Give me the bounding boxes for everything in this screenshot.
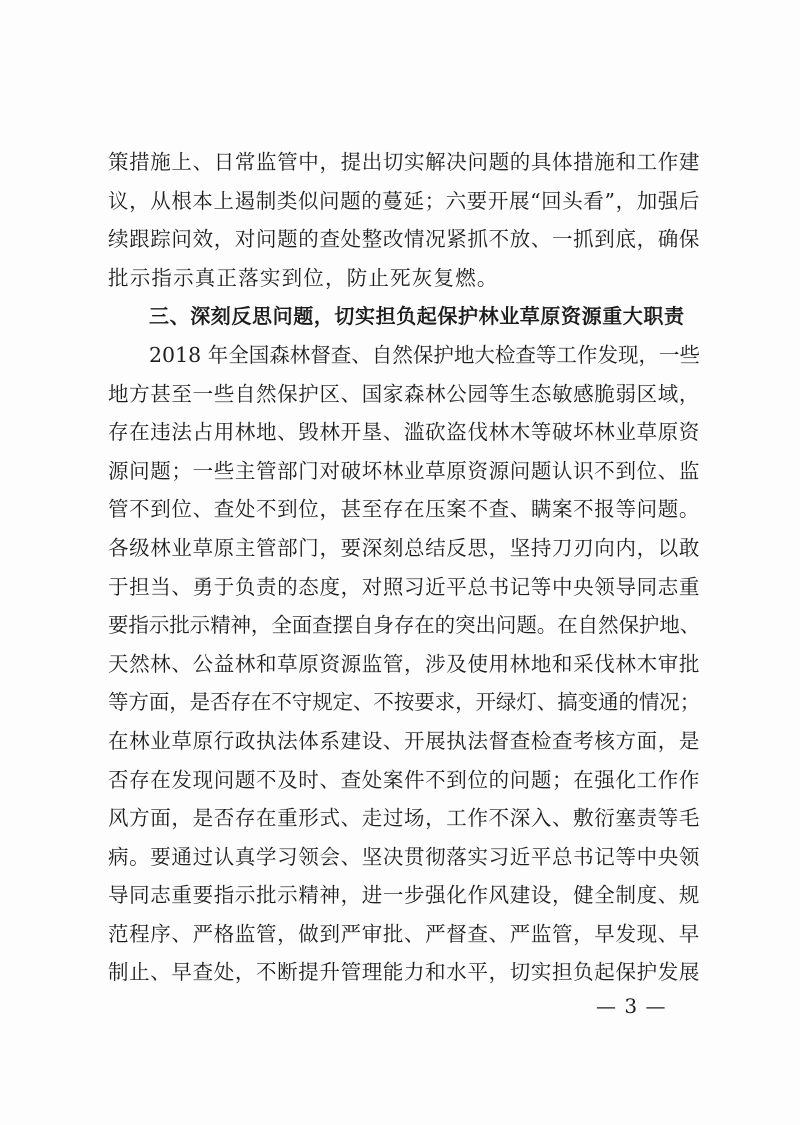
paragraph-line: 各级林业草原主管部门，要深刻总结反思，坚持刀刃向内，以敢 — [108, 535, 700, 560]
paragraph-line: 源问题；一些主管部门对破坏林业草原资源问题认识不到位、监 — [108, 458, 700, 483]
paragraph-line: 议，从根本上遏制类似问题的蔓延；六要开展“回头看”，加强后 — [108, 188, 700, 213]
paragraph-line: 范程序、严格监管，做到严审批、严督查、严监管，早发现、早 — [108, 921, 700, 946]
paragraph-line: 策措施上、日常监管中，提出切实解决问题的具体措施和工作建 — [108, 150, 700, 174]
page-number: — 3 — — [596, 994, 667, 1018]
paragraph-line: 病。要通过认真学习领会、坚决贯彻落实习近平总书记等中央领 — [108, 844, 700, 869]
document-body — [108, 143, 700, 992]
paragraph-line: 等方面，是否存在不守规定、不按要求，开绿灯、搞变通的情况； — [108, 690, 700, 715]
paragraph-line: 在林业草原行政执法体系建设、开展执法督查检查考核方面，是 — [108, 728, 700, 753]
paragraph-line: 要指示批示精神，全面查摆自身存在的突出问题。在自然保护地、 — [108, 613, 700, 638]
paragraph-line: 天然林、公益林和草原资源监管，涉及使用林地和采伐林木审批 — [108, 651, 700, 676]
paragraph-line: 批示指示真正落实到位，防止死灰复燃。 — [108, 265, 499, 290]
paragraph-line: 地方甚至一些自然保护区、国家森林公园等生态敏感脆弱区域， — [108, 381, 700, 406]
paragraph-line: 2018 年全国森林督查、自然保护地大检查等工作发现，一些 — [149, 342, 700, 367]
paragraph-line: 于担当、勇于负责的态度，对照习近平总书记等中央领导同志重 — [108, 574, 700, 599]
paragraph-line: 风方面，是否存在重形式、走过场，工作不深入、敷衍塞责等毛 — [108, 806, 700, 831]
section-heading: 三、深刻反思问题，切实担负起保护林业草原资源重大职责 — [149, 304, 685, 329]
paragraph-line: 导同志重要指示批示精神，进一步强化作风建设，健全制度、规 — [108, 883, 700, 908]
paragraph-line: 制止、早查处，不断提升管理能力和水平，切实担负起保护发展 — [108, 960, 700, 985]
paragraph-line: 否存在发现问题不及时、查处案件不到位的问题；在强化工作作 — [108, 767, 700, 792]
paragraph-line: 管不到位、查处不到位，甚至存在压案不查、瞒案不报等问题。 — [108, 497, 700, 522]
paragraph-line: 存在违法占用林地、毁林开垦、滥砍盗伐林木等破坏林业草原资 — [108, 420, 700, 445]
paragraph-line: 续跟踪问效，对问题的查处整改情况紧抓不放、一抓到底，确保 — [108, 227, 700, 252]
